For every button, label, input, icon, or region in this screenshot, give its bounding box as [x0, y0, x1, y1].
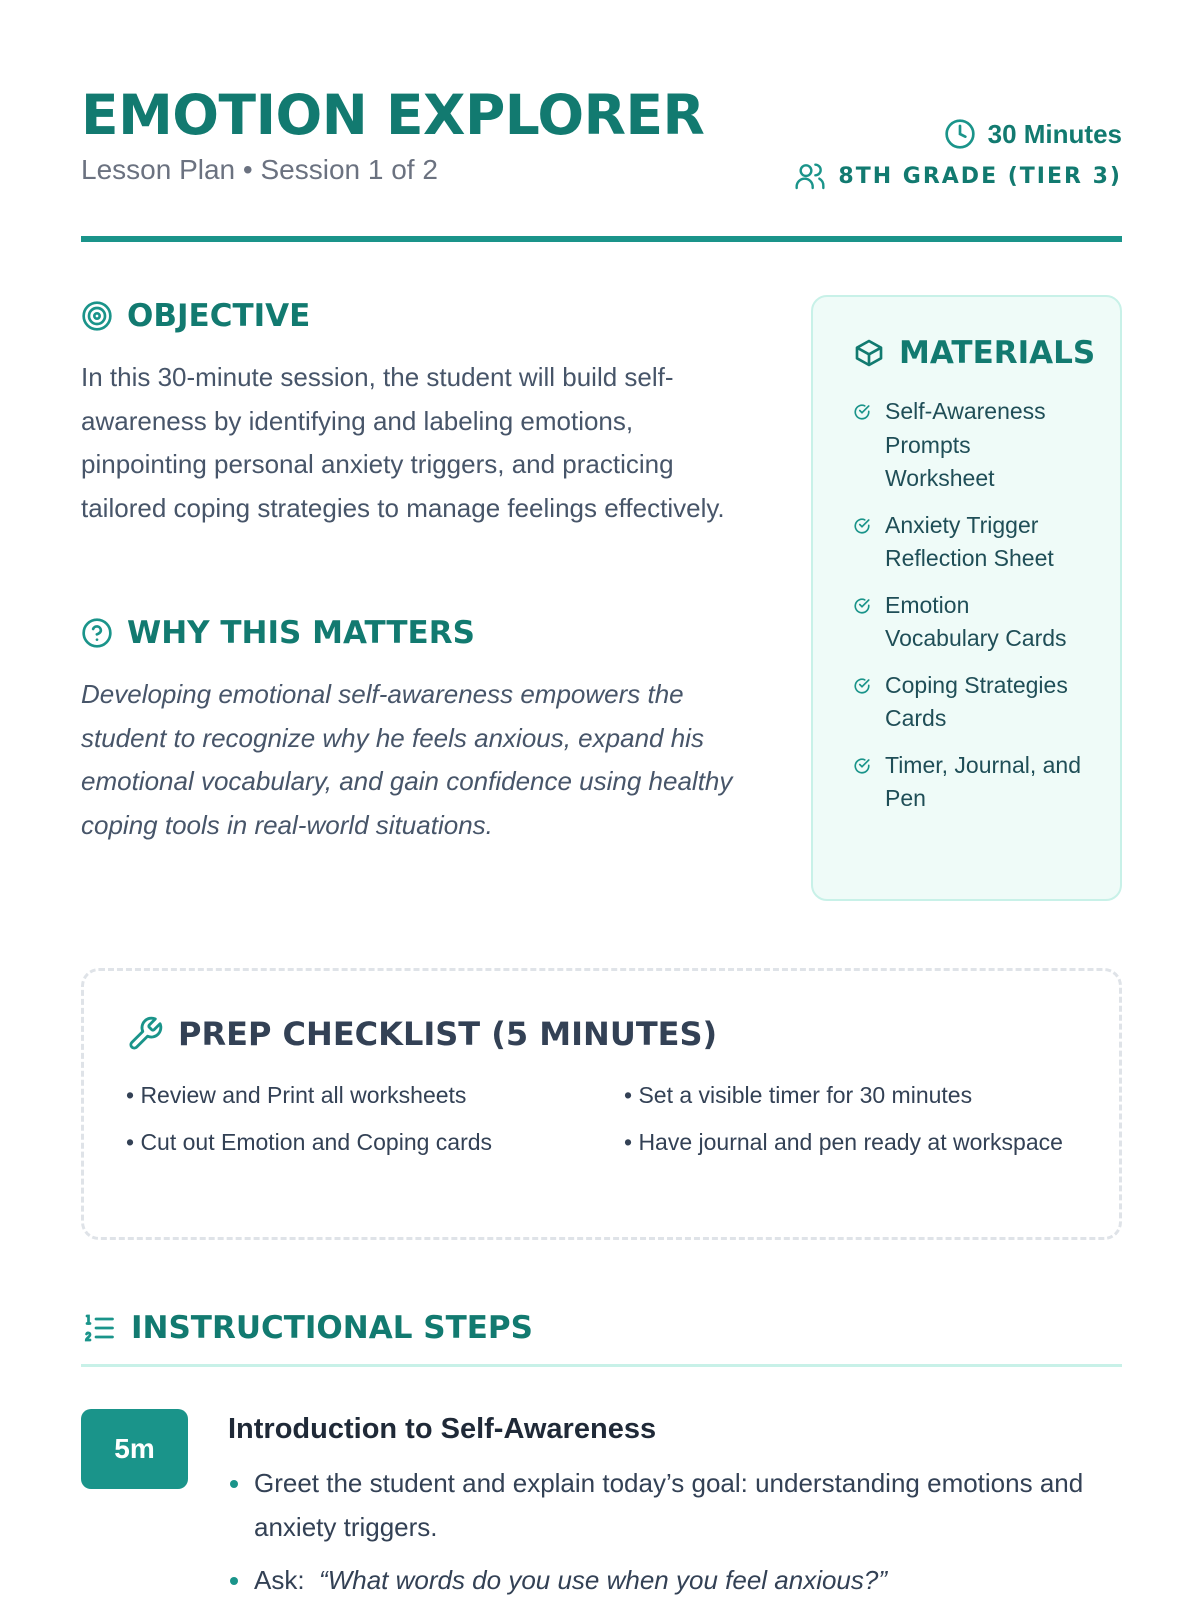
- list-item: • Have journal and pen ready at workspace: [624, 1129, 1063, 1155]
- step-item: [81, 1409, 1122, 1600]
- why-heading: [81, 615, 761, 651]
- list-item: • Review and Print all worksheets: [126, 1082, 467, 1108]
- step-bullet-text: Ask:: [254, 1565, 305, 1595]
- duration-row: [794, 118, 1122, 150]
- users-icon: [794, 160, 826, 192]
- page-title: EMOTION EXPLORER: [81, 83, 705, 147]
- list-item: • Set a visible timer for 30 minutes: [624, 1082, 973, 1108]
- grade-row: [794, 160, 1122, 192]
- check-circle-icon: [853, 757, 871, 775]
- page-subtitle: Lesson Plan • Session 1 of 2: [81, 154, 438, 185]
- wrench-icon: [126, 1015, 164, 1053]
- check-circle-icon: [853, 677, 871, 695]
- step-bullet: [228, 1559, 1122, 1600]
- step-title: Introduction to Self-Awareness: [228, 1413, 657, 1445]
- list-item: [853, 395, 1084, 496]
- step-quote: “What words do you use when you feel anxious?”: [319, 1565, 888, 1595]
- prep-heading-text: PREP CHECKLIST (5 MINUTES): [178, 1015, 718, 1053]
- numbered-list-icon: [81, 1310, 117, 1346]
- lesson-meta: [794, 118, 1122, 192]
- prep-checklist: [81, 968, 1122, 1240]
- material-label: Timer, Journal, and Pen: [885, 751, 1082, 811]
- list-item: [853, 589, 1084, 656]
- why-heading-text: WHY THIS MATTERS: [127, 615, 475, 651]
- material-label: Anxiety Trigger Reflection Sheet: [885, 511, 1054, 571]
- duration-text: 30 Minutes: [987, 118, 1122, 149]
- objective-section: [81, 298, 761, 530]
- prep-list: [126, 1079, 1077, 1159]
- objective-text: In this 30-minute session, the student will build self-awareness by identifying and labeling emotions, pinpointing personal anxiety triggers, and practicing tailored coping strategies to manage feelings effectively.: [81, 362, 725, 523]
- step-time-badge: 5m: [81, 1409, 188, 1489]
- materials-heading-text: MATERIALS: [899, 335, 1096, 371]
- material-label: Emotion Vocabulary Cards: [885, 591, 1067, 651]
- step-bullet-text: Greet the student and explain today’s goal: understanding emotions and anxiety triggers.: [254, 1468, 1084, 1542]
- list-item: [853, 669, 1084, 736]
- grade-text: 8TH GRADE (TIER 3): [838, 163, 1122, 189]
- instructional-steps: [81, 1310, 1122, 1600]
- target-icon: [81, 300, 113, 332]
- step-bullets: [228, 1462, 1122, 1600]
- materials-card: [811, 295, 1122, 901]
- lesson-header: [81, 84, 1122, 242]
- step-body: [228, 1409, 1122, 1600]
- material-label: Coping Strategies Cards: [885, 671, 1068, 731]
- objective-heading-text: OBJECTIVE: [127, 298, 311, 334]
- step-bullet: [228, 1462, 1122, 1549]
- check-circle-icon: [853, 403, 871, 421]
- list-item: • Cut out Emotion and Coping cards: [126, 1129, 493, 1155]
- steps-divider: [81, 1364, 1122, 1367]
- materials-heading: [853, 335, 1096, 371]
- package-icon: [853, 337, 885, 369]
- objective-heading: [81, 298, 761, 334]
- why-text: Developing emotional self-awareness empowers the student to recognize why he feels anxious, expand his emotional vocabulary, and gain confidence using healthy coping tools in real-world situations.: [81, 679, 733, 840]
- prep-heading: [126, 1015, 1077, 1053]
- list-item: [853, 509, 1084, 576]
- check-circle-icon: [853, 597, 871, 615]
- help-circle-icon: [81, 617, 113, 649]
- header-divider: [81, 236, 1122, 242]
- materials-list: [853, 395, 1084, 816]
- why-section: [81, 615, 761, 847]
- check-circle-icon: [853, 517, 871, 535]
- steps-heading: [81, 1310, 1122, 1346]
- steps-heading-text: INSTRUCTIONAL STEPS: [131, 1310, 533, 1346]
- clock-icon: [944, 118, 976, 150]
- list-item: [853, 749, 1084, 816]
- material-label: Self-Awareness Prompts Worksheet: [885, 398, 1046, 491]
